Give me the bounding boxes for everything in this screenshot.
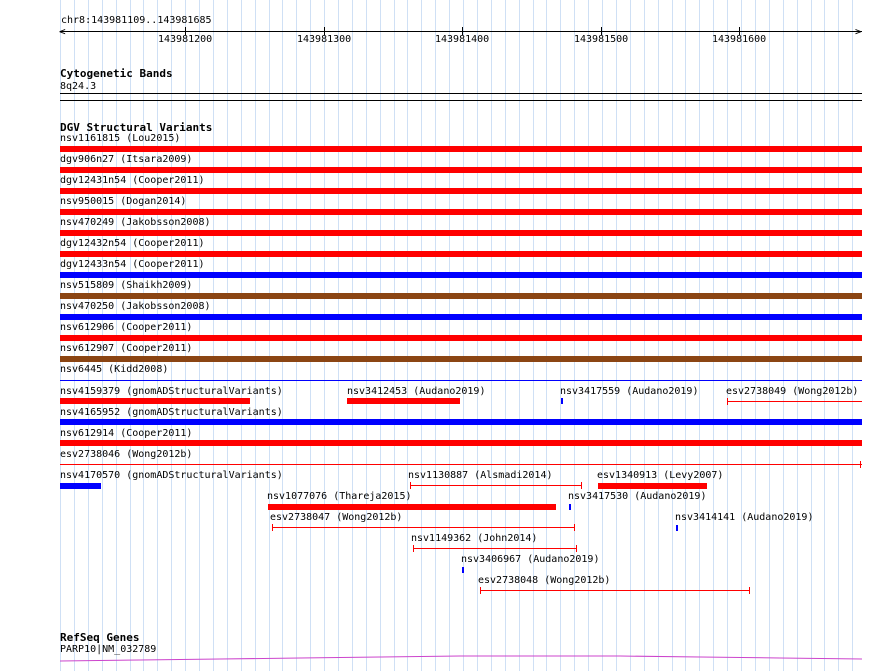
variant-end-tick (480, 587, 481, 594)
variant-label: nsv3417559 (Audano2019) (560, 386, 699, 397)
variant-label: nsv3412453 (Audano2019) (347, 386, 486, 397)
variant-label: nsv6445 (Kidd2008) (60, 364, 169, 375)
variant-label: esv2738046 (Wong2012b) (60, 449, 193, 460)
variant-bar[interactable] (347, 398, 460, 404)
variant-end-tick (413, 545, 414, 552)
ruler-tick-label: 143981300 (297, 34, 352, 45)
variant-label: nsv3406967 (Audano2019) (461, 554, 600, 565)
variant-end-tick (410, 482, 411, 489)
ruler-tick-label: 143981400 (435, 34, 490, 45)
cytogenetic-bands-title: Cytogenetic Bands (60, 67, 173, 80)
variant-bar[interactable] (60, 335, 862, 341)
variant-bar[interactable] (60, 483, 101, 489)
variant-line[interactable] (60, 464, 862, 465)
variant-end-tick (749, 587, 750, 594)
variant-label: nsv3417530 (Audano2019) (568, 491, 707, 502)
cytoband-label: 8q24.3 (60, 81, 97, 92)
ruler-axis (60, 31, 862, 32)
variant-bar[interactable] (268, 504, 556, 510)
variant-label: esv2738049 (Wong2012b) (726, 386, 859, 397)
variant-line[interactable] (413, 548, 577, 549)
variant-bar[interactable] (60, 314, 862, 320)
ruler-tick-label: 143981200 (158, 34, 213, 45)
variant-label: dgv12432n54 (Cooper2011) (60, 238, 205, 249)
variant-bar[interactable] (60, 251, 862, 257)
variant-bar[interactable] (60, 209, 862, 215)
variant-line[interactable] (727, 401, 862, 402)
variant-bar[interactable] (60, 230, 862, 236)
ruler-tick-label: 143981600 (712, 34, 767, 45)
variant-line[interactable] (272, 527, 575, 528)
variant-label: nsv612907 (Cooper2011) (60, 343, 193, 354)
variant-label: nsv470250 (Jakobsson2008) (60, 301, 211, 312)
variant-bar[interactable] (569, 504, 571, 510)
variant-label: nsv470249 (Jakobsson2008) (60, 217, 211, 228)
variant-bar[interactable] (60, 293, 862, 299)
variant-label: nsv1149362 (John2014) (411, 533, 538, 544)
variant-bar[interactable] (60, 356, 862, 362)
region-label: chr8:143981109..143981685 (61, 15, 212, 26)
variant-end-tick (727, 398, 728, 405)
refseq-track-title: RefSeq Genes (60, 631, 140, 644)
ruler-left-arrow: < (59, 25, 66, 38)
dgv-track-title: DGV Structural Variants (60, 121, 213, 134)
variant-label: nsv950015 (Dogan2014) (60, 196, 187, 207)
variant-line[interactable] (410, 485, 582, 486)
variant-label: nsv1130887 (Alsmadi2014) (408, 470, 553, 481)
variant-label: nsv1161815 (Lou2015) (60, 133, 181, 144)
variant-end-tick (574, 524, 575, 531)
ruler-right-arrow: > (855, 25, 862, 38)
gene-model[interactable] (60, 652, 862, 664)
track-separator (60, 100, 862, 101)
variant-bar[interactable] (60, 167, 862, 173)
cytoband-line (60, 93, 862, 94)
variant-end-tick (860, 461, 861, 468)
variant-bar[interactable] (60, 272, 862, 278)
variant-bar[interactable] (60, 419, 862, 425)
variant-label: nsv612906 (Cooper2011) (60, 322, 193, 333)
variant-label: esv2738047 (Wong2012b) (270, 512, 403, 523)
variant-label: nsv612914 (Cooper2011) (60, 428, 193, 439)
variant-end-tick (581, 482, 582, 489)
variant-label: nsv3414141 (Audano2019) (675, 512, 814, 523)
variant-end-tick (576, 545, 577, 552)
variant-label: esv2738048 (Wong2012b) (478, 575, 611, 586)
variant-bar[interactable] (561, 398, 563, 404)
variant-label: dgv12431n54 (Cooper2011) (60, 175, 205, 186)
variant-bar[interactable] (60, 188, 862, 194)
variant-line[interactable] (480, 590, 750, 591)
variant-label: nsv1077076 (Thareja2015) (267, 491, 412, 502)
variant-label: dgv12433n54 (Cooper2011) (60, 259, 205, 270)
variant-label: esv1340913 (Levy2007) (597, 470, 724, 481)
ruler-tick-label: 143981500 (574, 34, 629, 45)
variant-bar[interactable] (60, 440, 862, 446)
variant-label: nsv4170570 (gnomADStructuralVariants) (60, 470, 283, 481)
variant-end-tick (272, 524, 273, 531)
variant-label: nsv515809 (Shaikh2009) (60, 280, 193, 291)
variant-line[interactable] (60, 380, 862, 381)
variant-bar[interactable] (598, 483, 707, 489)
variant-bar[interactable] (60, 146, 862, 152)
variant-bar[interactable] (462, 567, 464, 573)
variant-label: nsv4159379 (gnomADStructuralVariants) (60, 386, 283, 397)
variant-bar[interactable] (60, 398, 250, 404)
variant-label: nsv4165952 (gnomADStructuralVariants) (60, 407, 283, 418)
variant-bar[interactable] (676, 525, 678, 531)
variant-label: dgv906n27 (Itsara2009) (60, 154, 193, 165)
gene-label[interactable]: PARP10|NM_032789 (60, 644, 157, 655)
